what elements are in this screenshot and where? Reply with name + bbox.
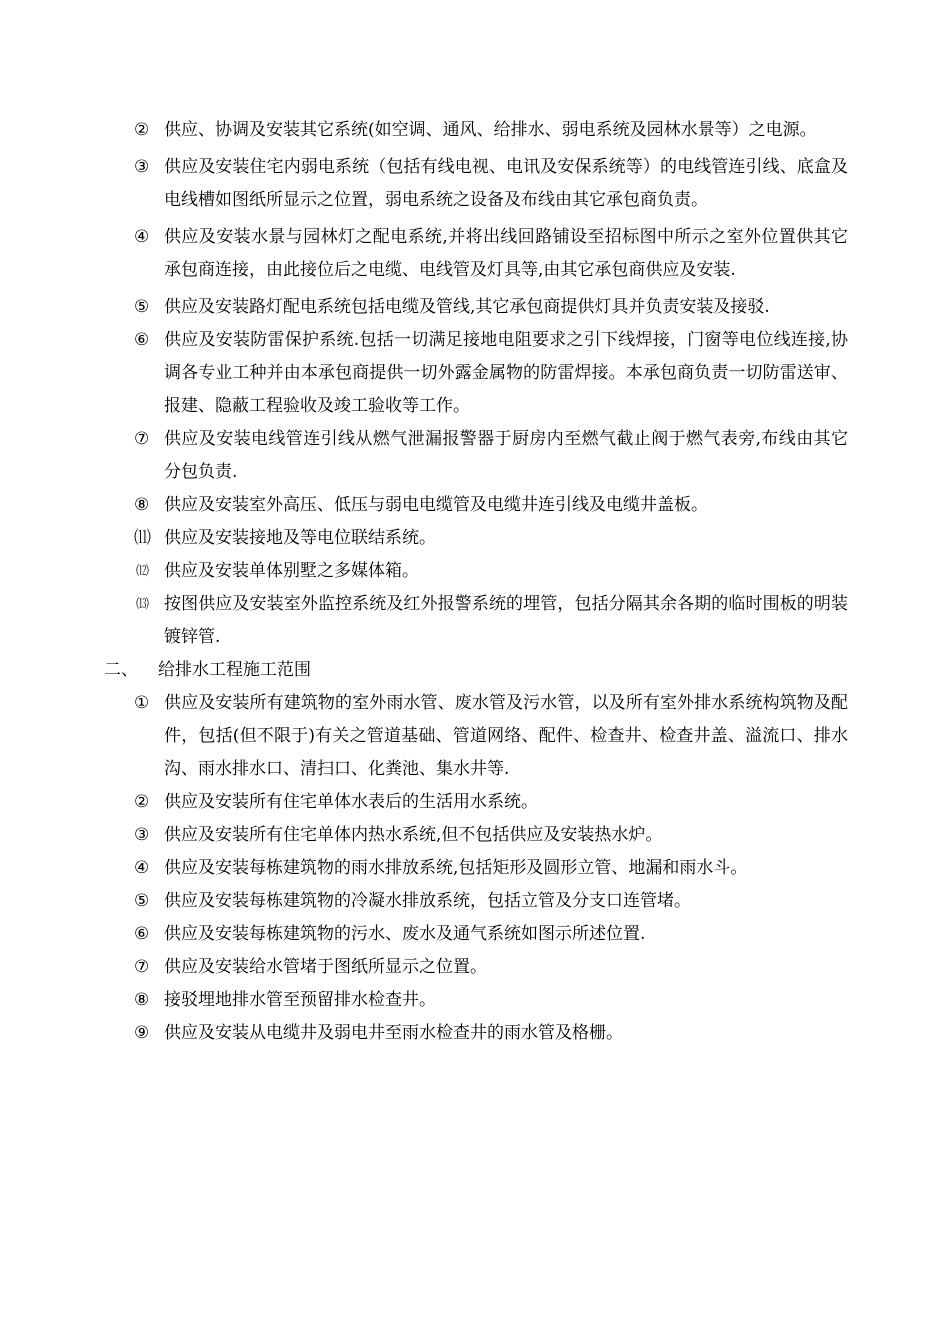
item-number: ⑧: [134, 990, 150, 1010]
list-item: [0, 489, 848, 522]
list-item: [0, 819, 848, 852]
list-item: [0, 114, 848, 147]
item-text: 供应、协调及安装其它系统(如空调、通风、给排水、弱电系统及园林水景等）之电源。: [164, 120, 817, 140]
list-item: [0, 687, 848, 786]
item-number: ②: [134, 120, 150, 140]
list-item: [0, 324, 848, 423]
list-item: [0, 1017, 848, 1050]
item-text: 供应及安装从电缆井及弱电井至雨水检查井的雨水管及格栅。: [164, 1023, 623, 1043]
document-page: [0, 114, 950, 1050]
section-number: 二、: [104, 660, 138, 680]
list-item: [0, 885, 848, 918]
item-number: ⑨: [134, 1023, 150, 1043]
item-text: 供应及安装接地及等电位联结系统。: [164, 528, 436, 548]
item-text: 供应及安装所有建筑物的室外雨水管、废水管及污水管，以及所有室外排水系统构筑物及配件，包括(但不限于)有关之管道基础、管道网络、配件、检查井、检查井盖、溢流口、排水沟、雨水排水口、清扫口、化粪池、集水井等.: [164, 693, 848, 779]
list-item: [0, 852, 848, 885]
list-item: [0, 291, 848, 324]
section-heading: [0, 654, 848, 687]
list-item: [0, 221, 848, 287]
item-text: 供应及安装给水管堵于图纸所显示之位置。: [164, 957, 487, 977]
section-title: 给排水工程施工范围: [158, 660, 311, 680]
list-item: [0, 786, 848, 819]
item-number: ⑦: [134, 429, 150, 449]
item-number: ②: [134, 792, 150, 812]
item-number: ④: [134, 858, 150, 878]
item-number: ⑾: [134, 528, 151, 548]
list-item: [0, 555, 848, 588]
item-text: 供应及安装电线管连引线从燃气泄漏报警器于厨房内至燃气截止阀于燃气表旁,布线由其它分包负责.: [164, 429, 848, 482]
item-number: ⑥: [134, 924, 150, 944]
item-text: 供应及安装水景与园林灯之配电系统,并将出线回路铺设至招标图中所示之室外位置供其它承包商连接，由此接位后之电缆、电线管及灯具等,由其它承包商供应及安装.: [164, 227, 848, 280]
item-number: ⒀: [136, 597, 150, 612]
item-number: ①: [134, 693, 150, 713]
item-text: 供应及安装防雷保护系统.包括一切满足接地电阻要求之引下线焊接，门窗等电位线连接,协调各专业工种并由本承包商提供一切外露金属物的防雷焊接。本承包商负责一切防雷送审、报建、隐蔽工程验收及竣工验收等工作。: [164, 330, 848, 416]
item-text: 供应及安装每栋建筑物的雨水排放系统,包括矩形及圆形立管、地漏和雨水斗。: [164, 858, 748, 878]
list-item: [0, 951, 848, 984]
list-item: [0, 151, 848, 217]
list-item: [0, 918, 848, 951]
item-text: 供应及安装室外高压、低压与弱电电缆管及电缆井连引线及电缆井盖板。: [164, 495, 708, 515]
item-number: ⑦: [134, 957, 150, 977]
list-item: [0, 984, 848, 1017]
item-text: 接驳埋地排水管至预留排水检查井。: [164, 990, 436, 1010]
item-text: 供应及安装每栋建筑物的污水、废水及通气系统如图示所述位置.: [164, 924, 646, 944]
item-text: 供应及安装住宅内弱电系统（包括有线电视、电讯及安保系统等）的电线管连引线、底盒及电线槽如图纸所显示之位置，弱电系统之设备及布线由其它承包商负责。: [164, 157, 848, 210]
item-number: ③: [134, 157, 150, 177]
item-number: ⑤: [134, 297, 150, 317]
item-number: ③: [134, 825, 150, 845]
item-text: 供应及安装所有住宅单体内热水系统,但不包括供应及安装热水炉。: [164, 825, 663, 845]
item-text: 供应及安装路灯配电系统包括电缆及管线,其它承包商提供灯具并负责安装及接驳.: [164, 297, 770, 317]
item-number: ⑿: [136, 564, 150, 579]
list-item: [0, 423, 848, 489]
list-item: [0, 588, 848, 654]
item-number: ⑥: [134, 330, 150, 350]
item-number: ④: [134, 227, 150, 247]
list-item: [0, 522, 848, 555]
item-number: ⑤: [134, 891, 150, 911]
item-text: 供应及安装每栋建筑物的冷凝水排放系统，包括立管及分支口连管堵。: [164, 891, 691, 911]
item-number: ⑧: [134, 495, 150, 515]
item-text: 供应及安装所有住宅单体水表后的生活用水系统。: [164, 792, 538, 812]
item-text: 按图供应及安装室外监控系统及红外报警系统的埋管，包括分隔其余各期的临时围板的明装镀锌管.: [164, 594, 848, 647]
item-text: 供应及安装单体别墅之多媒体箱。: [164, 561, 419, 581]
